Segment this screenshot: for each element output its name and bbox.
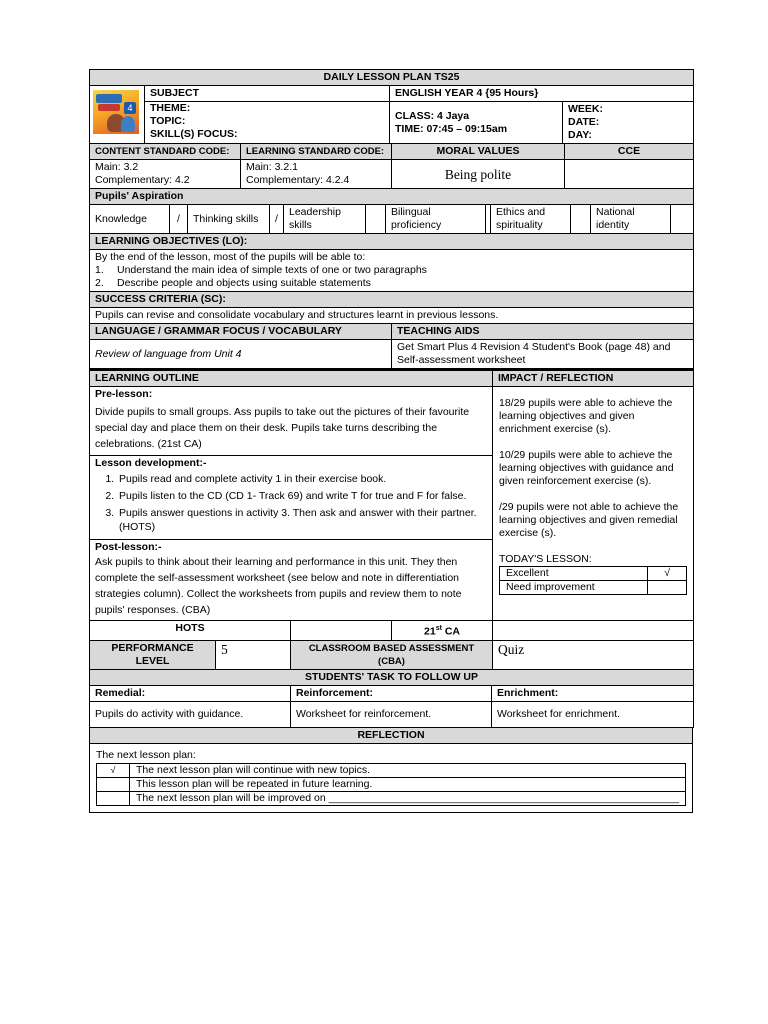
aspiration-knowledge: Knowledge <box>90 205 170 234</box>
learning-standard-value <box>241 160 392 189</box>
content-standard-value <box>90 160 241 189</box>
remedial-label: Remedial: <box>90 685 291 701</box>
language-focus-text: Review of language from Unit 4 <box>90 340 392 369</box>
impact-body <box>493 387 694 621</box>
ca-label: 21st CA <box>392 621 493 640</box>
date-label: DATE: <box>568 116 600 128</box>
reinforcement-text: Worksheet for reinforcement. <box>291 701 492 727</box>
lesson-development-list <box>95 472 487 534</box>
followup-label: STUDENTS' TASK TO FOLLOW UP <box>90 670 694 686</box>
objectives-label: LEARNING OBJECTIVES (LO): <box>90 234 694 250</box>
pre-lesson-section <box>90 387 492 456</box>
header-table <box>89 69 694 144</box>
theme-label: THEME: <box>150 102 191 114</box>
assessment-table <box>89 621 694 670</box>
book-number: 4 <box>124 102 136 114</box>
subject-label: SUBJECT <box>145 86 390 102</box>
need-improvement-check[interactable] <box>648 581 687 595</box>
development-step-2: 2. Pupils listen to the CD (CD 1- Track 69) and write T for true and F for false. <box>117 489 487 503</box>
todays-lesson-table <box>499 566 687 595</box>
enrichment-label: Enrichment: <box>492 685 694 701</box>
class-label: CLASS: 4 Jaya <box>395 109 470 122</box>
objectives-body <box>90 250 694 292</box>
aspiration-ethics: Ethics and spirituality <box>491 205 571 234</box>
reflection-option-3: The next lesson plan will be improved on ____________________________________________________________ <box>97 791 686 805</box>
success-criteria-label: SUCCESS CRITERIA (SC): <box>90 292 694 308</box>
aspiration-leadership: Leadership skills <box>284 205 366 234</box>
page-title: DAILY LESSON PLAN TS25 <box>90 70 694 86</box>
followup-table <box>89 670 694 728</box>
objectives-table <box>89 234 694 369</box>
aspiration-bilingual: Bilingual proficiency <box>386 205 486 234</box>
learning-main: Main: 3.2.1 <box>246 161 298 173</box>
thinking-mark: / <box>270 205 284 234</box>
teaching-aids-label: TEACHING AIDS <box>392 324 694 340</box>
moral-values-label: MORAL VALUES <box>392 144 565 160</box>
impact-reflection-label: IMPACT / REFLECTION <box>493 370 694 387</box>
pre-lesson-text: Divide pupils to small groups. Ass pupils to take out the pictures of their favourite special day and place them on their desk. Pupils take turns describing the celebrations. (21st CA) <box>95 406 470 450</box>
impact-remedial: /29 pupils were not able to achieve the learning objectives and given remedial exercise (s). <box>499 501 679 539</box>
book-cover-cell <box>90 86 145 144</box>
learning-standard-label: LEARNING STANDARD CODE: <box>241 144 392 160</box>
aspiration-national: National identity <box>591 205 671 234</box>
hots-label: HOTS <box>90 621 291 640</box>
learning-outline-label: LEARNING OUTLINE <box>90 370 493 387</box>
cce-value <box>565 160 694 189</box>
lesson-plan-document <box>89 69 693 813</box>
class-time-cell <box>390 102 563 144</box>
reflection-check-3[interactable] <box>97 791 130 805</box>
aspiration-thinking: Thinking skills <box>188 205 270 234</box>
aspiration-table <box>89 189 694 234</box>
standards-table <box>89 144 694 189</box>
impact-reinforcement: 10/29 pupils were able to achieve the learning objectives with guidance and given reinforcement exercise (s). <box>499 449 674 487</box>
theme-topic-skills-cell <box>145 102 390 144</box>
topic-label: TOPIC: <box>150 115 186 127</box>
objective-item-1: 1. Understand the main idea of simple texts of one or two paragraphs <box>95 264 427 276</box>
reflection-body <box>90 743 693 812</box>
ethics-mark <box>571 205 591 234</box>
skills-focus-label: SKILL(S) FOCUS: <box>150 128 238 140</box>
objective-item-2: 2. Describe people and objects using suitable statements <box>95 277 371 289</box>
lesson-development-section <box>90 456 492 540</box>
remedial-text: Pupils do activity with guidance. <box>90 701 291 727</box>
reflection-check-1[interactable]: √ <box>97 763 130 777</box>
outline-table <box>89 369 694 621</box>
reinforcement-label: Reinforcement: <box>291 685 492 701</box>
knowledge-mark: / <box>170 205 188 234</box>
reflection-option-1: √ The next lesson plan will continue with new topics. <box>97 763 686 777</box>
reflection-option-2: This lesson plan will be repeated in future learning. <box>97 777 686 791</box>
lesson-development-label: Lesson development:- <box>95 457 207 469</box>
content-standard-label: CONTENT STANDARD CODE: <box>90 144 241 160</box>
aspiration-label: Pupils' Aspiration <box>90 189 694 205</box>
impact-enrichment: 18/29 pupils were able to achieve the learning objectives and given enrichment exercise (s). <box>499 397 673 435</box>
development-step-1: 1. Pupils read and complete activity 1 in their exercise book. <box>117 472 487 486</box>
moral-value: Being polite <box>392 160 565 189</box>
week-date-day-cell <box>563 102 694 144</box>
post-lesson-text: Ask pupils to think about their learning and performance in this unit. They then complete the self-assessment worksheet (see below and note in differentiation strategies column). Collect the worksheets from pupils and review them to note pupils' responses. (CBA) <box>95 556 462 616</box>
week-label: WEEK: <box>568 103 603 115</box>
performance-level-value: 5 <box>216 640 291 669</box>
post-lesson-label: Post-lesson:- <box>95 541 162 553</box>
pre-lesson-label: Pre-lesson: <box>95 388 153 400</box>
content-complementary: Complementary: 4.2 <box>95 174 190 186</box>
language-focus-label: LANGUAGE / GRAMMAR FOCUS / VOCABULARY <box>90 324 392 340</box>
cba-label: CLASSROOM BASED ASSESSMENT (CBA) <box>291 640 493 669</box>
reflection-options <box>96 763 686 806</box>
reflection-label: REFLECTION <box>90 728 693 744</box>
learning-complementary: Complementary: 4.2.4 <box>246 174 350 186</box>
today-option-excellent: Excellent √ <box>500 567 687 581</box>
leadership-mark <box>366 205 386 234</box>
hots-value <box>291 621 392 640</box>
objectives-intro: By the end of the lesson, most of the pupils will be able to: <box>95 251 366 263</box>
national-mark <box>671 205 694 234</box>
cba-value: Quiz <box>493 640 694 669</box>
today-option-need-improvement: Need improvement <box>500 581 687 595</box>
enrichment-text: Worksheet for enrichment. <box>492 701 694 727</box>
content-main: Main: 3.2 <box>95 161 139 173</box>
cce-label: CCE <box>565 144 694 160</box>
development-step-3: 3. Pupils answer questions in activity 3. Then ask and answer with their partner. (HOTS) <box>117 506 487 534</box>
reflection-table <box>89 728 693 813</box>
reflection-intro: The next lesson plan: <box>96 748 196 761</box>
time-label: TIME: 07:45 – 09:15am <box>395 122 508 135</box>
post-lesson-section <box>90 540 492 620</box>
excellent-check[interactable]: √ <box>648 567 687 581</box>
ca-value <box>493 621 694 640</box>
reflection-check-2[interactable] <box>97 777 130 791</box>
day-label: DAY: <box>568 129 592 141</box>
teaching-aids-text: Get Smart Plus 4 Revision 4 Student's Book (page 48) and Self-assessment worksheet <box>392 340 694 369</box>
outline-body <box>90 387 493 621</box>
todays-lesson-label: TODAY'S LESSON: <box>499 553 592 565</box>
subject-value: ENGLISH YEAR 4 {95 Hours} <box>390 86 694 102</box>
success-criteria-text: Pupils can revise and consolidate vocabulary and structures learnt in previous lessons. <box>90 308 694 324</box>
performance-level-label: PERFORMANCE LEVEL <box>90 640 216 669</box>
book-cover-image <box>93 90 139 134</box>
